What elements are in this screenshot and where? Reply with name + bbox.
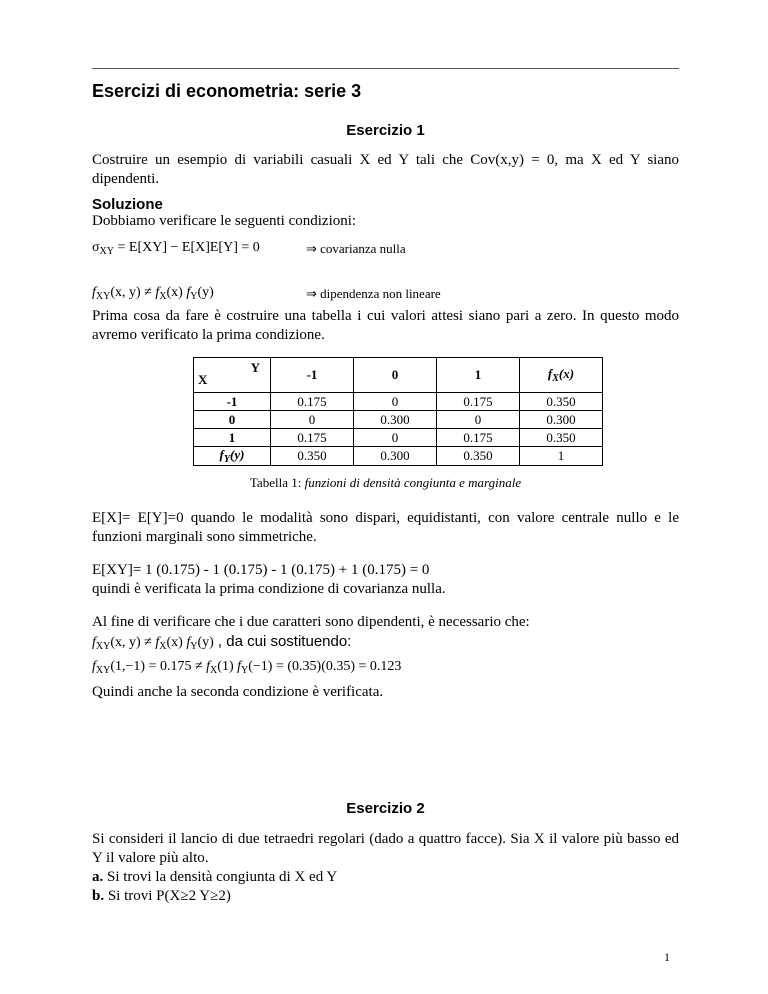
covariance-rhs: = E[XY] − E[X]E[Y] = 0 bbox=[114, 240, 260, 255]
exercise-1-heading: Esercizio 1 bbox=[346, 122, 425, 139]
page-number: 1 bbox=[664, 950, 670, 964]
exercise-2-item-a: a. Si trovi la densità congiunta di X ed Y bbox=[92, 869, 338, 885]
second-condition-conclusion: Quindi anche la seconda condizione è verificata. bbox=[92, 684, 384, 700]
dependence-condition-formula: $f_{XY}(x$, $y) \ne f_X(x)$ $f_Y(y)$ , da cui sostituendo: bbox=[92, 633, 352, 652]
table-cell: 0 bbox=[271, 411, 354, 429]
corner-y-label: Y bbox=[250, 360, 260, 375]
table-cell: 0.350 bbox=[520, 393, 603, 411]
table-intro-paragraph: Prima cosa da fare è costruire una tabella i cui valori attesi siano pari a zero. In questo modo avremo verificato la prima condizione. bbox=[92, 308, 679, 343]
table-cell: 1 bbox=[520, 447, 603, 466]
table-row bbox=[194, 393, 603, 411]
covariance-implication: ⇒ covarianza nulla bbox=[306, 241, 406, 256]
exy-computation: E[XY]= 1 (0.175) - 1 (0.175) - 1 (0.175) + 1 (0.175) = 0 bbox=[92, 562, 430, 578]
exercise-2-statement: Si consideri il lancio di due tetraedri regolari (dado a quattro facce). Sia X il valore più basso ed Y il valore più alto. bbox=[92, 831, 679, 866]
table-caption: Tabella 1: funzioni di densità congiunta e marginale bbox=[249, 475, 522, 490]
table-cell: 0.175 bbox=[437, 393, 520, 411]
document-title: Esercizi di econometria: serie 3 bbox=[92, 81, 362, 101]
col-header: -1 bbox=[271, 358, 354, 393]
header-rule bbox=[92, 68, 679, 69]
table-row bbox=[194, 411, 603, 429]
covariance-formula bbox=[92, 240, 260, 257]
table-row-marginal bbox=[194, 447, 603, 466]
table-cell: 0 bbox=[437, 411, 520, 429]
table-corner-cell bbox=[194, 358, 271, 393]
table-cell: 0.350 bbox=[520, 429, 603, 447]
sigma-symbol: σ bbox=[92, 240, 100, 255]
table-cell: 0.350 bbox=[271, 447, 354, 466]
solution-heading: Soluzione bbox=[92, 196, 163, 213]
table-cell: 0.175 bbox=[271, 429, 354, 447]
dependence-implication: ⇒ dipendenza non lineare bbox=[306, 286, 441, 301]
table-cell: 0.175 bbox=[271, 393, 354, 411]
corner-x-label: X bbox=[198, 372, 208, 387]
table-row bbox=[194, 429, 603, 447]
row-header: 0 bbox=[194, 411, 271, 429]
joint-density-table bbox=[193, 357, 603, 466]
row-header: -1 bbox=[194, 393, 271, 411]
col-header: 1 bbox=[437, 358, 520, 393]
col-header-marginal: $f_X(x)$ bbox=[520, 358, 603, 393]
table-cell: 0.300 bbox=[354, 411, 437, 429]
table-cell: 0 bbox=[354, 393, 437, 411]
row-header: 1 bbox=[194, 429, 271, 447]
exercise-2-heading: Esercizio 2 bbox=[346, 800, 425, 817]
col-header: 0 bbox=[354, 358, 437, 393]
table-cell: 0.350 bbox=[437, 447, 520, 466]
row-header-marginal: $f_Y(y)$ bbox=[194, 447, 271, 466]
dependence-substitution-formula: $f_{XY}(1,-1) = 0.175 \ne f_X(1) f_Y(-1) = (0.35)(0.35) = 0.123$ bbox=[92, 659, 402, 676]
table-cell: 0.300 bbox=[354, 447, 437, 466]
table-header-row bbox=[194, 358, 603, 393]
expectation-paragraph: E[X]= E[Y]=0 quando le modalità sono dispari, equidistanti, con valore centrale nullo e le funzioni marginali sono simmetriche. bbox=[92, 510, 679, 545]
sigma-subscript: XY bbox=[99, 246, 114, 257]
table-cell: 0 bbox=[354, 429, 437, 447]
table-cell: 0.175 bbox=[437, 429, 520, 447]
exercise-1-statement: Costruire un esempio di variabili casuali X ed Y tali che Cov(x,y) = 0, ma X ed Y siano dipendenti. bbox=[92, 152, 679, 187]
dependence-paragraph: Al fine di verificare che i due caratteri sono dipendenti, è necessario che: bbox=[92, 614, 530, 630]
dependence-formula: $f_{XY}(x$, $y) \ne f_X(x)$ $f_Y(y)$ bbox=[92, 285, 214, 302]
exercise-2-item-b: b. Si trovi P(X≥2 Y≥2) bbox=[92, 888, 231, 904]
exy-conclusion: quindi è verificata la prima condizione di covarianza nulla. bbox=[92, 581, 446, 597]
solution-intro: Dobbiamo verificare le seguenti condizioni: bbox=[92, 213, 357, 229]
table-cell: 0.300 bbox=[520, 411, 603, 429]
